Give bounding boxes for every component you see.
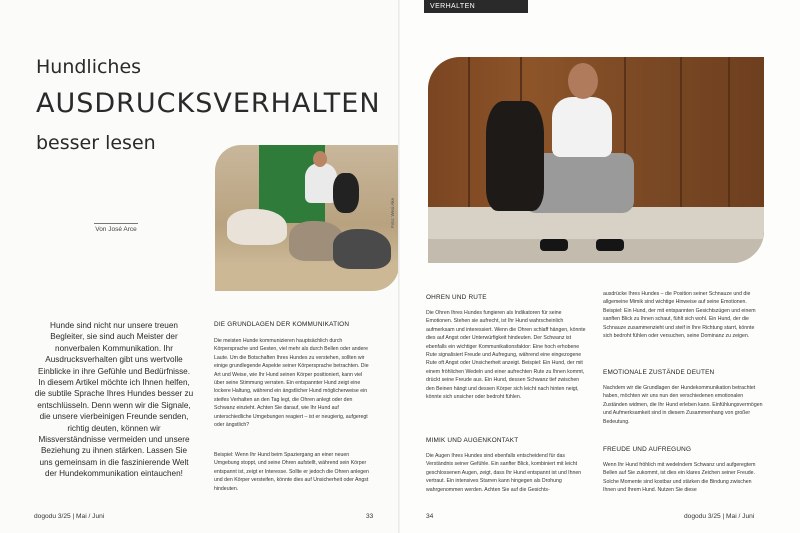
shoe [540,239,568,251]
author-byline: Von José Arce [94,223,138,233]
man-head [313,151,327,167]
intro-paragraph: Hunde sind nicht nur unsere treuen Begleiter, sie sind auch Meister der nonverbalen Kommunikation. Ihr Ausdrucksverhalten gibt uns wertvolle Einblicke in ihre Gefühle und Bedürfnisse. In diesem Artikel möchte ich Ihnen helfen, die subtile Sprache Ihres Hundes besser zu entschlüsseln. Denn wenn wir die Signale, die unsere vierbeinigen Freunde senden, richtig deuten, können wir Missverständnisse vermeiden und unsere Beziehung zu ihnen stärken. Lassen Sie uns gemeinsam in die faszinierende Welt der Hundekommunikation eintauchen! [34,321,194,479]
man-face [568,63,598,99]
title-line-1: Hundliches [36,56,142,78]
section-tag: VERHALTEN [424,0,528,13]
section-heading: EMOTIONALE ZUSTÄNDE DEUTEN [603,369,715,376]
section-heading: MIMIK UND AUGENKONTAKT [426,437,519,444]
section-heading: OHREN UND RUTE [426,294,487,301]
body-paragraph: Die Augen Ihres Hundes sind ebenfalls entscheidend für das Verständnis seiner Gefühle. Ein sanfter Blick, kombiniert mit leicht geschlossenen Augen, zeigt, dass Ihr Hund entspannt ist und Ihnen vertraut. Ein intensives Starren kann hingegen als Drohung wahrgenommen werden. Achten Sie auf die Gesichts- [426,453,582,493]
page-number: 33 [366,513,374,520]
door-plank [680,57,682,207]
doberman-figure [486,101,544,211]
body-paragraph: Beispiel: Wenn Ihr Hund beim Spaziergang an einer neuen Umgebung stoppt, und seine Ohren aufstellt, während sein Körper entspannt ist, zeigt er Interesse. Sollte er jedoch die Ohren anlegen und den Körper versteifen, könnte dies auf Unsicherheit oder Angst hindeuten. [214,452,369,492]
page-number: 34 [426,513,434,520]
photo-credit: Foto: Wesi Ake [390,197,395,228]
photo-man-with-dogs [215,145,399,291]
door-plank [728,57,730,207]
title-line-3: besser lesen [36,132,156,154]
body-paragraph: Die Ohren Ihres Hundes fungieren als Indikatoren für seine Emotionen. Stehen sie aufrecht, ist Ihr Hund wahrscheinlich aufmerksam und interessiert. Wenn die Ohren schlaff hängen, könnte dies auf Angst oder Unterwürfigkeit hindeuten. Der Schwanz ist ebenfalls ein wichtiger Kommunikationsfaktor: Eine hoch erhobene Rute signalisiert Freude und Aufregung, während eine eingezogene Rute oft Angst oder Unsicherheit anzeigt. Beispiel: Ein Hund, der mit einem fröhlichen Wedeln und einer aufrechten Rute zu Ihnen kommt, drückt seine Freude aus. Ein Hund, dessen Schwanz tief zwischen den Beinen hängt und dessen Körper sich leicht nach hinten neigt, könnte sich unsicher oder bedroht fühlen. [426,310,586,401]
photo-man-with-doberman [428,57,764,263]
shoe [596,239,624,251]
body-paragraph: Die meisten Hunde kommunizieren hauptsächlich durch Körpersprache und Gesten, viel mehr als durch Bellen oder andere Laute. Um die Botschaften Ihres Hundes zu verstehen, sollten wir einige grundlegende Aspekte seiner Körpersprache betrachten. Die Art und Weise, wie Ihr Hund seinen Körper positioniert, kann viel über seine Stimmung verraten. Ein entspannter Hund zeigt eine lockere Haltung, während ein ängstlicher Hund möglicherweise ein steifes Verhalten an den Tag legt, die Ohren anlegt oder den Schwanz einzieht. Achten Sie darauf, wie Ihr Hund auf unterschiedliche Umgebungen reagiert – ist er neugierig, aufgeregt oder ängstlich? [214,338,369,429]
section-heading: FREUDE UND AUFREGUNG [603,446,692,453]
section-heading: DIE GRUNDLAGEN DER KOMMUNIKATION [214,321,350,328]
footer-magazine: dogodu 3/25 | Mai / Juni [34,513,105,520]
footer-magazine: dogodu 3/25 | Mai / Juni [684,513,755,520]
door-plank [468,57,470,207]
dog-figure [227,209,287,245]
man-shirt [552,97,612,157]
title-line-2: AUSDRUCKSVERHALTEN [36,88,381,119]
dog-figure [333,173,359,213]
body-paragraph: Wenn Ihr Hund fröhlich mit wedelndem Schwanz und aufgeregtem Bellen auf Sie zukommt, ist dies ein klares Zeichen seiner Freude. Solche Momente sind kostbar und stärken die Bindung zwischen Ihnen und Ihrem Hund. Nutzen Sie diese [603,462,756,494]
body-paragraph: Nachdem wir die Grundlagen der Hundekommunikation betrachtet haben, möchten wir uns nun den verschiedenen emotionalen Zuständen widmen, die Ihr Hund erleben kann. Einfühlungsvermögen und Aufmerksamkeit sind in diesem Zusammenhang von großer Bedeutung. [603,385,763,425]
body-paragraph: ausdrücke Ihres Hundes – die Position seiner Schnauze und die allgemeine Mimik sind wichtige Hinweise auf seine Emotionen. Beispiel: Ein Hund, der mit entspannten Gesichtszügen und einem sanften Blick zu Ihnen schaut, fühlt sich wohl. Ein Hund, der die Schnauze zusammenzieht und steif in Ihre Richtung starrt, könnte sich bedroht fühlen oder versuchen, seine Dominanz zu zeigen. [603,291,756,340]
dog-figure [333,229,391,269]
